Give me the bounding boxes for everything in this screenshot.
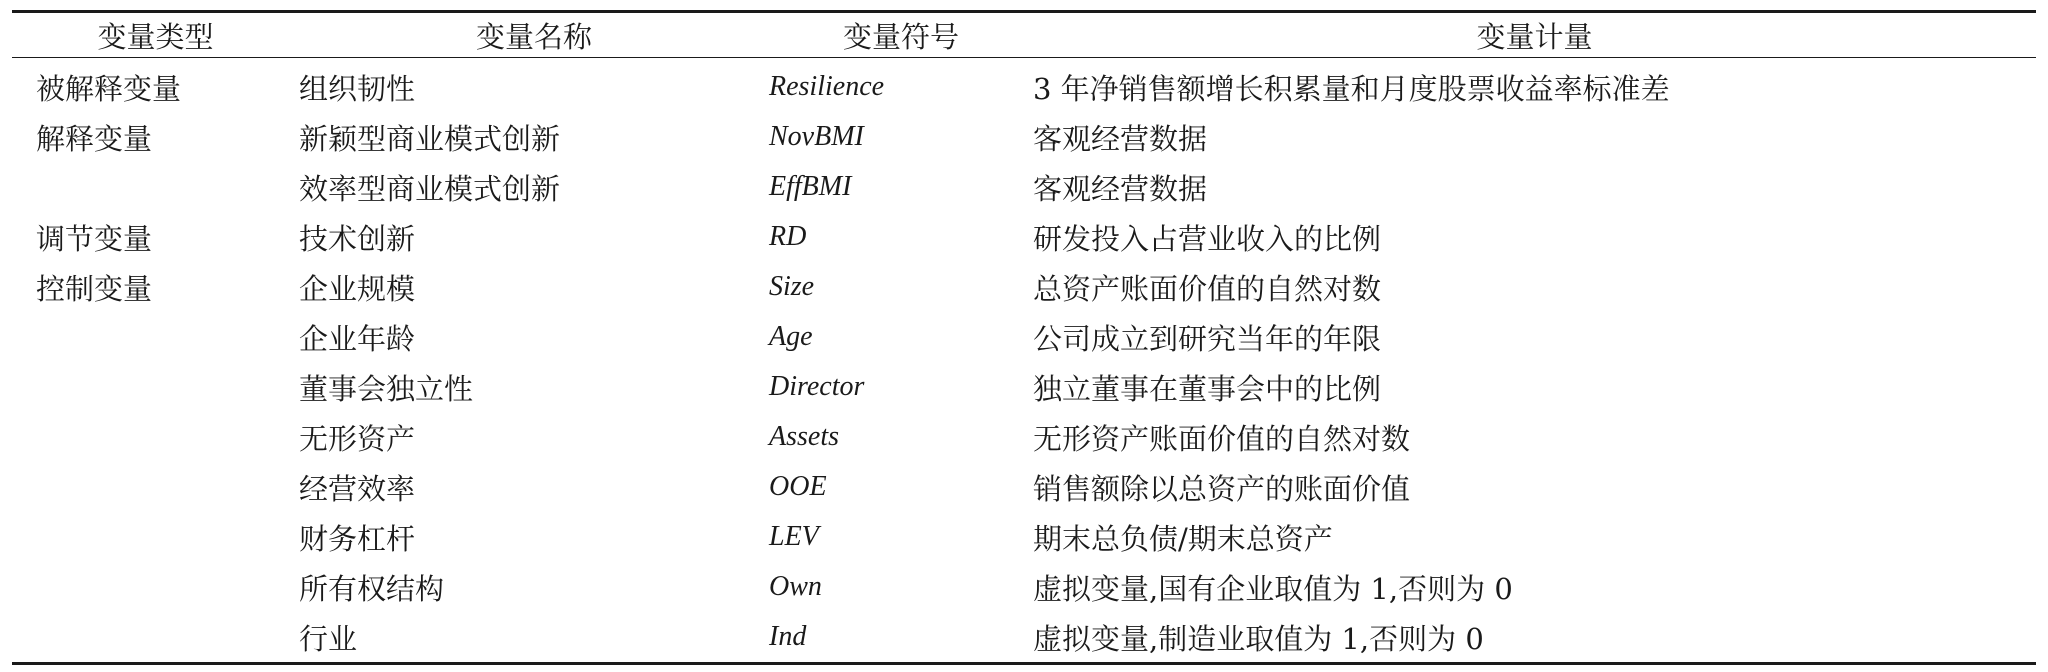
cell-variable-name: 技术创新 [299, 221, 416, 256]
table-row [12, 462, 2036, 512]
cell-variable-name: 企业年龄 [299, 321, 416, 356]
cell-variable-name: 所有权结构 [299, 571, 445, 606]
cell-variable-symbol: NovBMI [769, 121, 864, 152]
cell-variable-symbol: Assets [769, 421, 839, 452]
table-row [12, 262, 2036, 312]
cell-variable-measure: 客观经营数据 [1033, 121, 1208, 156]
cell-variable-name: 董事会独立性 [299, 371, 474, 406]
cell-variable-symbol: RD [769, 221, 807, 252]
table-row [12, 412, 2036, 462]
cell-variable-name: 无形资产 [299, 421, 416, 456]
cell-variable-measure: 独立董事在董事会中的比例 [1033, 371, 1382, 406]
table-header-row [12, 12, 2036, 58]
cell-variable-type: 调节变量 [36, 221, 153, 256]
cell-variable-name: 组织韧性 [299, 71, 416, 106]
cell-variable-name: 行业 [299, 621, 358, 656]
cell-variable-name: 新颖型商业模式创新 [299, 121, 561, 156]
table-row [12, 362, 2036, 412]
cell-variable-type [12, 412, 299, 462]
cell-variable-measure: 总资产账面价值的自然对数 [1033, 271, 1382, 306]
cell-variable-measure: 3 年净销售额增长积累量和月度股票收益率标准差 [1033, 71, 1670, 106]
cell-variable-symbol: OOE [769, 471, 827, 502]
cell-variable-type [12, 512, 299, 562]
cell-variable-type [12, 462, 299, 512]
table-row [12, 58, 2036, 113]
cell-variable-symbol: EffBMI [769, 171, 852, 202]
cell-variable-type [12, 362, 299, 412]
cell-variable-type [12, 162, 299, 212]
table-row [12, 562, 2036, 612]
cell-variable-type [12, 612, 299, 664]
cell-variable-measure: 虚拟变量,国有企业取值为 1,否则为 0 [1033, 571, 1513, 606]
cell-variable-type [12, 562, 299, 612]
cell-variable-measure: 无形资产账面价值的自然对数 [1033, 421, 1411, 456]
table-row [12, 112, 2036, 162]
cell-variable-type: 解释变量 [36, 121, 153, 156]
header-variable-type: 变量类型 [97, 19, 214, 54]
variable-definition-table-wrapper [12, 10, 2036, 665]
cell-variable-measure: 客观经营数据 [1033, 171, 1208, 206]
cell-variable-name: 经营效率 [299, 471, 416, 506]
table-row [12, 312, 2036, 362]
cell-variable-symbol: Ind [769, 621, 807, 652]
cell-variable-measure: 期末总负债/期末总资产 [1033, 521, 1333, 556]
cell-variable-symbol: Director [769, 371, 865, 402]
table-body [12, 58, 2036, 664]
header-variable-symbol: 变量符号 [842, 19, 959, 54]
cell-variable-type: 控制变量 [36, 271, 153, 306]
cell-variable-symbol: LEV [769, 521, 819, 552]
cell-variable-symbol: Age [769, 321, 813, 352]
cell-variable-name: 财务杠杆 [299, 521, 416, 556]
cell-variable-symbol: Resilience [769, 71, 885, 102]
cell-variable-measure: 销售额除以总资产的账面价值 [1033, 471, 1411, 506]
header-variable-measure: 变量计量 [1476, 19, 1593, 54]
table-row [12, 212, 2036, 262]
table-row [12, 162, 2036, 212]
table-row [12, 512, 2036, 562]
cell-variable-symbol: Size [769, 271, 815, 302]
cell-variable-type: 被解释变量 [36, 71, 182, 106]
header-variable-name: 变量名称 [475, 19, 592, 54]
cell-variable-type [12, 312, 299, 362]
variable-definition-table [12, 10, 2036, 665]
cell-variable-measure: 研发投入占营业收入的比例 [1033, 221, 1382, 256]
table-row [12, 612, 2036, 664]
cell-variable-name: 企业规模 [299, 271, 416, 306]
cell-variable-name: 效率型商业模式创新 [299, 171, 561, 206]
cell-variable-measure: 虚拟变量,制造业取值为 1,否则为 0 [1033, 621, 1484, 656]
cell-variable-measure: 公司成立到研究当年的年限 [1033, 321, 1382, 356]
cell-variable-symbol: Own [769, 571, 822, 602]
